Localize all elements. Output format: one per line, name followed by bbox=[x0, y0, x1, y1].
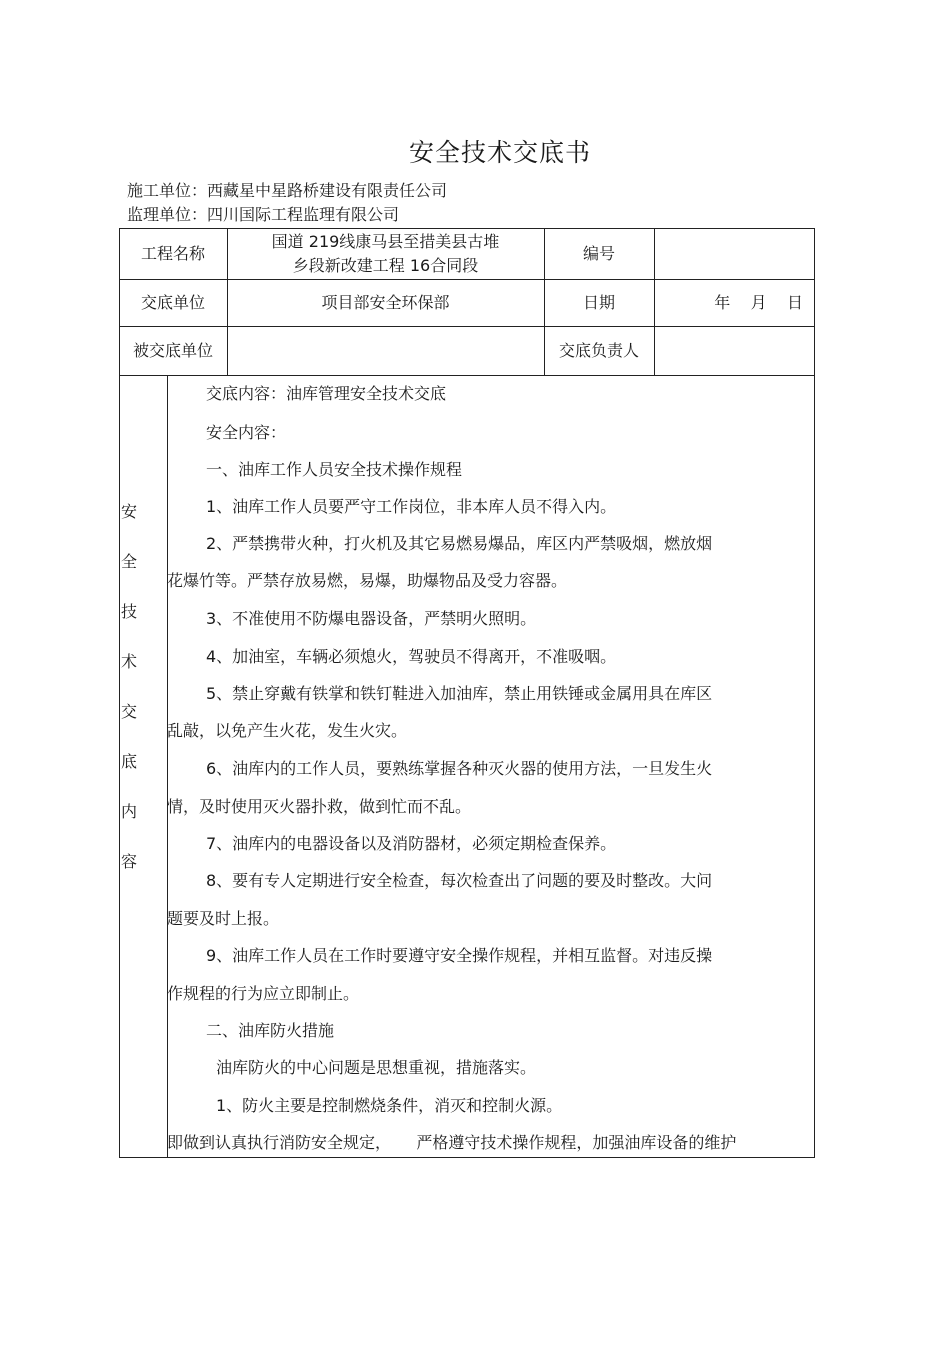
content-line: 3、不准使用不防爆电器设备，严禁明火照明。 bbox=[206, 609, 537, 628]
project-name-line: 国道 219线康马县至措美县古堆 bbox=[271, 231, 500, 251]
number-label: 编号 bbox=[582, 243, 615, 263]
content-line: 乱敲，以免产生火花，发生火灾。 bbox=[167, 721, 408, 740]
receiver-label: 被交底单位 bbox=[132, 340, 213, 360]
content-line: 1、油库工作人员要严守工作岗位，非本库人员不得入内。 bbox=[206, 497, 617, 516]
content-line: 作规程的行为应立即制止。 bbox=[167, 984, 360, 1003]
date-label: 日期 bbox=[582, 292, 615, 312]
content-line: 5、禁止穿戴有铁掌和铁钉鞋进入加油库，禁止用铁锤或金属用具在库区 bbox=[206, 684, 713, 703]
content-line: 8、要有专人定期进行安全检查，每次检查出了问题的要及时整改。大问 bbox=[206, 871, 713, 890]
project-name-value bbox=[227, 228, 544, 279]
content-line: 6、油库内的工作人员，要熟练掌握各种灭火器的使用方法，一旦发生火 bbox=[206, 759, 713, 778]
issuer-value: 项目部安全环保部 bbox=[321, 292, 450, 312]
table-row-divider bbox=[119, 375, 815, 376]
content-label-char: 术 bbox=[120, 652, 137, 671]
content-line: 情，及时使用灭火器扑救，做到忙而不乱。 bbox=[167, 797, 472, 816]
supervision-unit: 监理单位：四川国际工程监理有限公司 bbox=[127, 205, 400, 224]
content-line: 交底内容：油库管理安全技术交底 bbox=[206, 384, 447, 403]
content-label-char: 全 bbox=[120, 552, 137, 571]
project-name-line: 乡段新改建工程 16合同段 bbox=[292, 255, 479, 275]
content-label-char: 技 bbox=[120, 602, 137, 621]
content-line: 1、防火主要是控制燃烧条件，消灭和控制火源。 bbox=[216, 1096, 563, 1115]
content-line: 9、油库工作人员在工作时要遵守安全操作规程，并相互监督。对违反操 bbox=[206, 946, 713, 965]
content-line: 安全内容： bbox=[206, 423, 287, 442]
content-label-char: 内 bbox=[120, 802, 137, 821]
construction-unit: 施工单位：西藏星中星路桥建设有限责任公司 bbox=[127, 181, 448, 200]
content-line: 即做到认真执行消防安全规定， 严格遵守技术操作规程，加强油库设备的维护 bbox=[167, 1133, 737, 1152]
table-col-divider bbox=[167, 375, 168, 1158]
content-line: 花爆竹等。严禁存放易燃，易爆，助爆物品及受力容器。 bbox=[167, 571, 568, 590]
document-title: 安全技术交底书 bbox=[408, 138, 591, 167]
content-label-char: 安 bbox=[120, 502, 137, 521]
responsible-value bbox=[654, 326, 815, 375]
content-line: 油库防火的中心问题是思想重视，措施落实。 bbox=[216, 1058, 537, 1077]
content-label-char: 容 bbox=[120, 852, 137, 871]
number-value bbox=[654, 228, 815, 279]
content-line: 4、加油室，车辆必须熄火，驾驶员不得离开，不准吸咽。 bbox=[206, 647, 617, 666]
content-line: 一、油库工作人员安全技术操作规程 bbox=[206, 460, 463, 479]
project-name-label: 工程名称 bbox=[140, 243, 205, 263]
content-line: 二、油库防火措施 bbox=[206, 1021, 335, 1040]
receiver-value bbox=[227, 326, 544, 375]
responsible-label: 交底负责人 bbox=[558, 340, 639, 360]
content-line: 题要及时上报。 bbox=[167, 909, 280, 928]
content-section-label bbox=[119, 499, 139, 899]
content-line: 7、油库内的电器设备以及消防器材，必须定期检查保养。 bbox=[206, 834, 617, 853]
date-value: 年 月 日 bbox=[714, 292, 803, 312]
content-label-char: 交 bbox=[120, 702, 137, 721]
content-line: 2、严禁携带火种，打火机及其它易燃易爆品，库区内严禁吸烟，燃放烟 bbox=[206, 534, 713, 553]
table-bottom-edge bbox=[119, 1157, 815, 1158]
issuer-label: 交底单位 bbox=[140, 292, 205, 312]
content-label-char: 底 bbox=[120, 752, 137, 771]
